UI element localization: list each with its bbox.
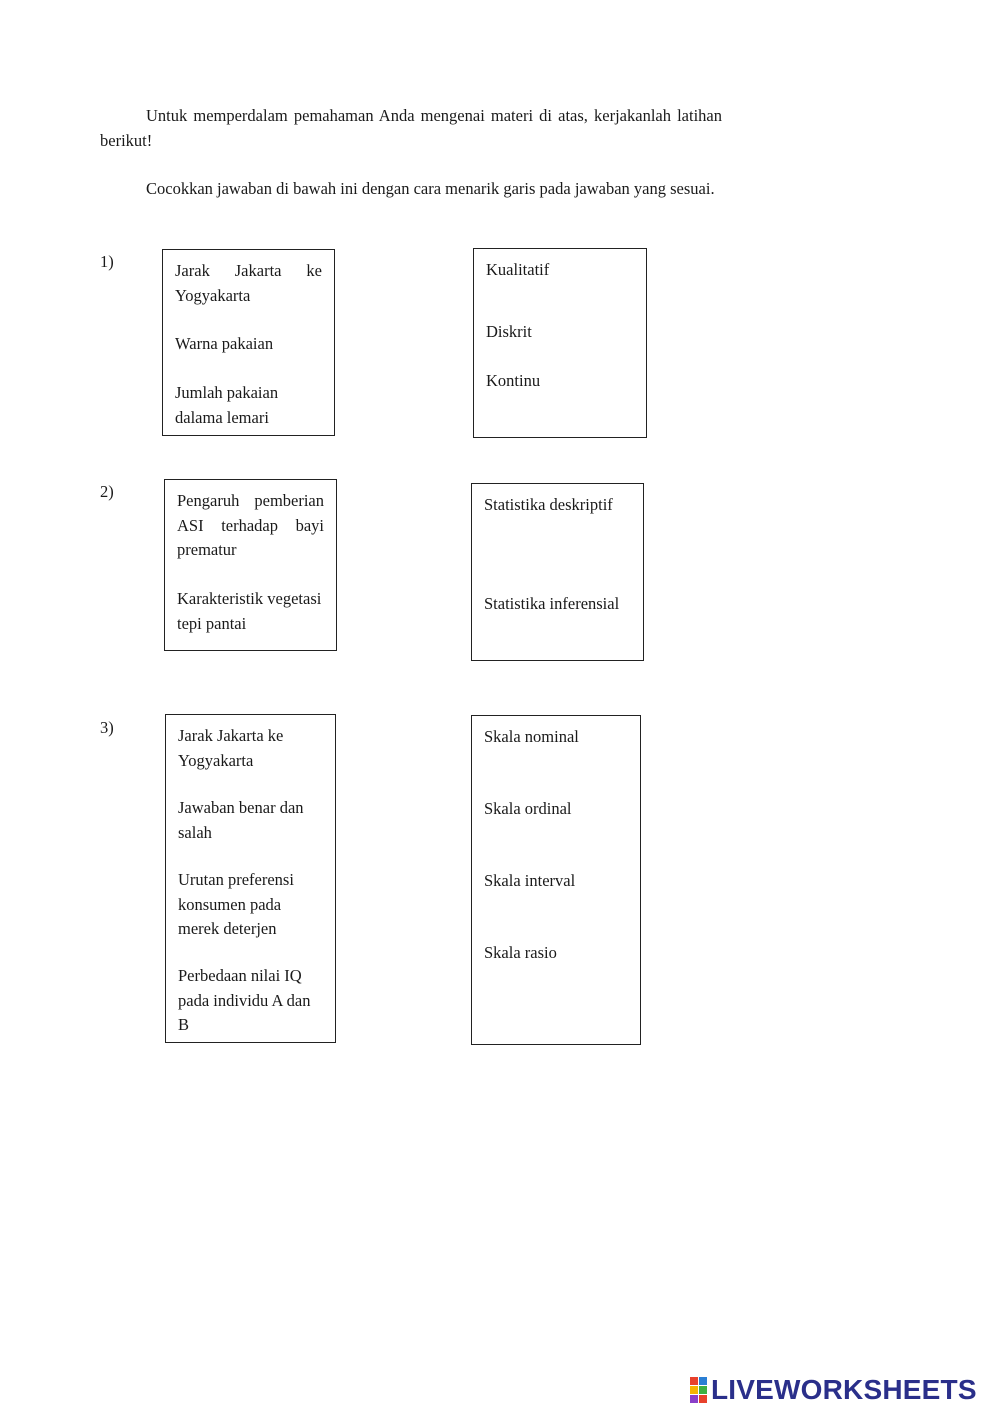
left-option[interactable]: Jawaban benar dan salah: [178, 798, 304, 842]
left-option[interactable]: Jumlah pakaian dalama lemari: [175, 383, 279, 427]
right-option[interactable]: Diskrit: [486, 322, 532, 341]
left-option[interactable]: Warna pakaian: [175, 334, 274, 353]
logo-square: [690, 1395, 698, 1403]
left-option[interactable]: Jarak Jakarta ke Yogyakarta: [175, 261, 322, 305]
question-1-right-box: [473, 248, 647, 438]
question-3-left-box: [165, 714, 336, 1043]
question-3-right-box: [471, 715, 641, 1045]
logo-square: [699, 1395, 707, 1403]
logo-square: [699, 1377, 707, 1385]
question-number: 2): [100, 482, 114, 501]
left-option[interactable]: Perbedaan nilai IQ pada individu A dan B: [178, 966, 311, 1034]
question-number: 1): [100, 252, 114, 271]
question-number: 3): [100, 718, 114, 737]
right-option[interactable]: Skala rasio: [484, 943, 557, 962]
right-option[interactable]: Statistika inferensial: [484, 594, 620, 613]
right-option[interactable]: Kualitatif: [486, 260, 550, 279]
logo-square: [690, 1386, 698, 1394]
instruction-paragraph-1: Untuk memperdalam pemahaman Anda mengenai materi di atas, kerjakanlah latihan berikut!: [100, 106, 722, 150]
right-option[interactable]: Skala interval: [484, 871, 576, 890]
logo-text: LIVEWORKSHEETS: [711, 1374, 977, 1405]
right-option[interactable]: Statistika deskriptif: [484, 495, 613, 514]
liveworksheets-logo: [690, 1374, 977, 1406]
logo-square: [699, 1386, 707, 1394]
right-option[interactable]: Skala nominal: [484, 727, 579, 746]
left-option[interactable]: Urutan preferensi konsumen pada merek deterjen: [178, 870, 294, 938]
right-option[interactable]: Skala ordinal: [484, 799, 572, 818]
question-2-right-box: [471, 483, 644, 661]
question-1-left-box: [162, 249, 335, 436]
left-option[interactable]: Pengaruh pemberian ASI terhadap bayi prematur: [177, 491, 324, 559]
instruction-paragraph-2: Cocokkan jawaban di bawah ini dengan cara menarik garis pada jawaban yang sesuai.: [146, 179, 715, 198]
right-option[interactable]: Kontinu: [486, 371, 541, 390]
logo-square: [690, 1377, 698, 1385]
left-option[interactable]: Karakteristik vegetasi tepi pantai: [177, 589, 322, 633]
liveworksheets-logo-icon: [690, 1377, 707, 1403]
question-2-left-box: [164, 479, 337, 651]
left-option[interactable]: Jarak Jakarta ke Yogyakarta: [178, 726, 284, 770]
